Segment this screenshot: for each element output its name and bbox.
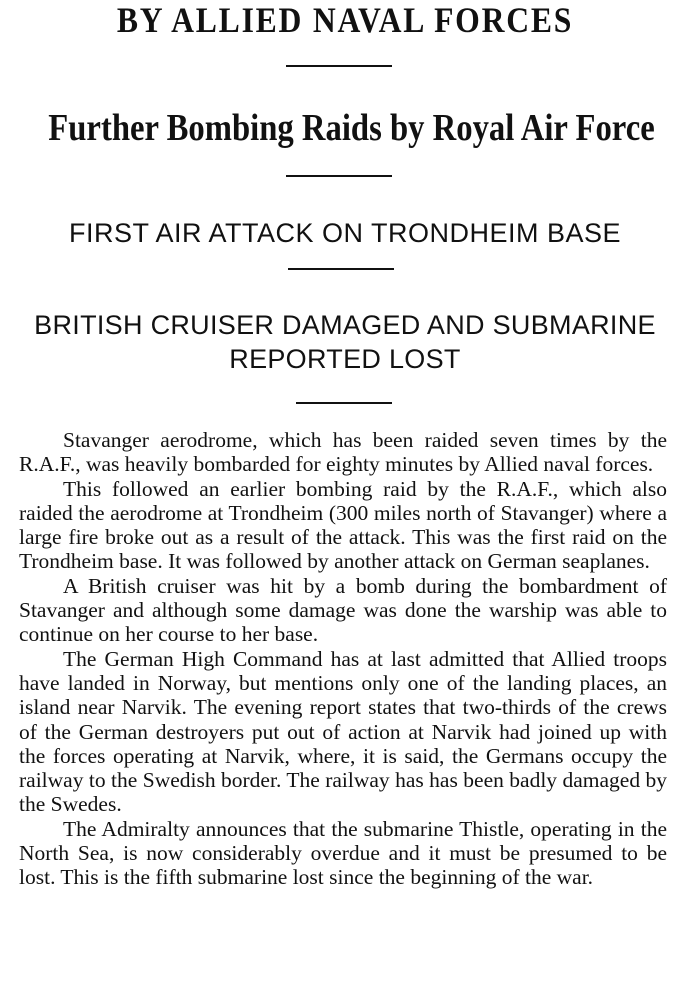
headline-divider bbox=[288, 268, 394, 270]
kicker-headline: BY ALLIED NAVAL FORCES bbox=[116, 0, 574, 40]
article-body bbox=[19, 428, 667, 890]
paragraph: This followed an earlier bombing raid by the R.A.F., which also raided the aerodrome at Trondheim (300 miles north of Stavanger) where a large fire broke out as a result of the attack. This was the first raid on the Trondheim base. It was followed by another attack on German seaplanes. bbox=[19, 476, 667, 574]
headline-divider bbox=[286, 175, 392, 177]
sub-headline: FIRST AIR ATTACK ON TRONDHEIM BASE bbox=[68, 218, 622, 248]
paragraph: The Admiralty announces that the submarine Thistle, operating in the North Sea, is now considerably overdue and it must be presumed to be lost. This is the fifth submarine lost since the beginning of the war. bbox=[19, 816, 667, 890]
headline-divider bbox=[286, 65, 392, 67]
main-headline: Further Bombing Raids by Royal Air Force bbox=[48, 107, 655, 149]
deck-headline: BRITISH CRUISER DAMAGED AND SUBMARINE REPORTED LOST bbox=[34, 310, 656, 374]
paragraph: A British cruiser was hit by a bomb during the bombardment of Stavanger and although some damage was done the warship was able to continue on her course to her base. bbox=[19, 573, 667, 647]
headline-divider bbox=[296, 402, 392, 404]
paragraph: Stavanger aerodrome, which has been raided seven times by the R.A.F., was heavily bombarded for eighty minutes by Allied naval forces. bbox=[19, 428, 667, 477]
paragraph: The German High Command has at last admitted that Allied troops have landed in Norway, but mentions only one of the landing places, an island near Narvik. The evening report states that two-thirds of the crews of the German destroyers put out of action at Narvik had joined up with the forces operating at Narvik, where, it is said, the Germans occupy the railway to the Swedish border. The railway has has been badly damaged by the Swedes. bbox=[19, 646, 667, 817]
